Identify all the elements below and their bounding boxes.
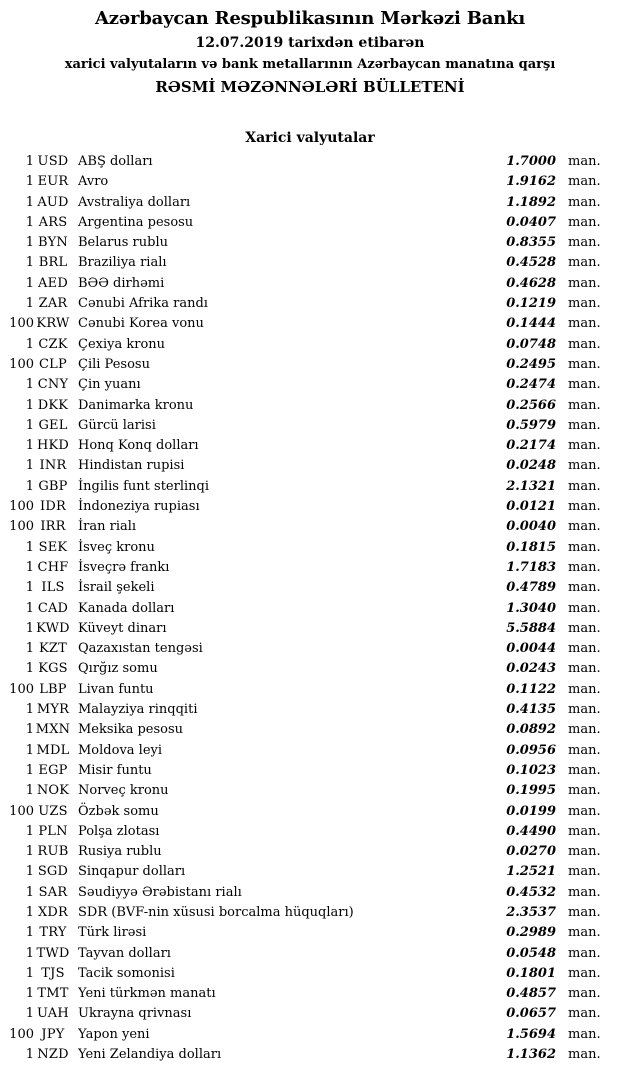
- rate-value: 0.1122: [506, 681, 556, 697]
- unit-label: man.: [568, 214, 601, 230]
- currency-code: BRL: [38, 255, 68, 271]
- currency-code: KZT: [38, 641, 67, 657]
- currency-quantity: 1: [25, 194, 34, 210]
- rate-value: 1.7000: [506, 154, 556, 169]
- currency-name: İsveç kronu: [78, 539, 155, 555]
- currency-name: Yeni Zelandiya dolları: [78, 1047, 222, 1063]
- currency-name: Tacik somonisi: [78, 965, 175, 981]
- rate-value: 0.0407: [506, 214, 556, 230]
- rate-value: 0.2566: [506, 397, 556, 413]
- unit-label: man.: [568, 478, 601, 494]
- unit-label: man.: [568, 904, 601, 920]
- unit-label: man.: [568, 194, 601, 210]
- currency-code: TRY: [39, 925, 67, 941]
- currency-quantity: 1: [25, 945, 34, 961]
- unit-label: man.: [568, 803, 601, 819]
- currency-name: Qırğız somu: [78, 661, 158, 677]
- currency-name: Avstraliya dolları: [78, 194, 191, 210]
- currency-name: Küveyt dinarı: [78, 620, 167, 636]
- currency-name: ABŞ dolları: [78, 154, 153, 169]
- rate-value: 0.0040: [506, 519, 556, 535]
- currency-quantity: 1: [25, 722, 34, 738]
- currency-code: ARS: [38, 214, 68, 230]
- currency-quantity: 1: [25, 255, 34, 271]
- currency-quantity: 1: [25, 458, 34, 474]
- currency-quantity: 1: [25, 702, 34, 718]
- exchange-rate-row: [0, 1004, 620, 1024]
- unit-label: man.: [568, 783, 601, 799]
- currency-code: SEK: [38, 539, 68, 555]
- unit-label: man.: [568, 925, 601, 941]
- currency-name: Belarus rublu: [78, 235, 168, 251]
- rate-value: 0.0199: [506, 803, 556, 819]
- unit-label: man.: [568, 681, 601, 697]
- exchange-rate-row: [0, 659, 620, 679]
- currency-quantity: 1: [25, 600, 34, 616]
- unit-label: man.: [568, 417, 601, 433]
- unit-label: man.: [568, 722, 601, 738]
- currency-code: USD: [37, 154, 69, 169]
- currency-quantity: 1: [25, 397, 34, 413]
- currency-quantity: 100: [9, 356, 34, 372]
- currency-code: PLN: [38, 823, 68, 839]
- exchange-rate-row: [0, 822, 620, 842]
- rate-value: 0.1815: [506, 539, 556, 555]
- exchange-rate-row: [0, 720, 620, 740]
- currency-name: Norveç kronu: [78, 783, 169, 799]
- exchange-rate-row: [0, 314, 620, 334]
- unit-label: man.: [568, 620, 601, 636]
- exchange-rate-row: [0, 436, 620, 456]
- currency-quantity: 100: [9, 499, 34, 515]
- exchange-rate-row: [0, 477, 620, 497]
- currency-name: Çexiya kronu: [78, 336, 166, 352]
- currency-quantity: 1: [25, 823, 34, 839]
- currency-name: Çin yuanı: [78, 377, 141, 393]
- currency-quantity: 100: [9, 316, 34, 332]
- currency-name: Argentina pesosu: [78, 214, 194, 230]
- rate-value: 0.8355: [506, 235, 556, 251]
- rate-value: 0.2495: [506, 356, 556, 372]
- currency-quantity: 1: [25, 783, 34, 799]
- currency-name: Qazaxıstan tengəsi: [78, 641, 203, 657]
- exchange-rate-row: [0, 619, 620, 639]
- rate-value: 0.0248: [506, 458, 556, 474]
- currency-code: TWD: [36, 945, 70, 961]
- currency-quantity: 1: [25, 296, 34, 312]
- rate-value: 1.7183: [506, 559, 556, 575]
- section-heading-foreign-currencies: Xarici valyutalar: [245, 130, 375, 146]
- currency-name: Səudiyyə Ərəbistanı rialı: [78, 884, 242, 900]
- rate-value: 0.0657: [506, 1006, 556, 1022]
- rate-value: 1.1362: [506, 1047, 556, 1063]
- exchange-rate-row: [0, 274, 620, 294]
- bulletin-title: RƏSMİ MƏZƏNNƏLƏRİ BÜLLETENİ: [155, 78, 465, 96]
- rate-value: 0.0748: [506, 336, 556, 352]
- rate-value: 1.9162: [506, 174, 556, 190]
- exchange-rate-row: [0, 639, 620, 659]
- exchange-rate-row: [0, 1045, 620, 1065]
- currency-name: Sinqapur dolları: [78, 864, 186, 880]
- exchange-rate-row: [0, 294, 620, 314]
- unit-label: man.: [568, 661, 601, 677]
- currency-name: İran rialı: [78, 519, 137, 535]
- bulletin-subtitle: xarici valyutaların və bank metallarının Azərbaycan manatına qarşı: [64, 57, 556, 72]
- currency-name: Gürcü larisi: [78, 417, 156, 433]
- currency-name: İndoneziya rupiası: [78, 499, 200, 515]
- currency-quantity: 1: [25, 336, 34, 352]
- currency-quantity: 1: [25, 620, 34, 636]
- unit-label: man.: [568, 742, 601, 758]
- currency-name: İsrail şekeli: [78, 580, 155, 596]
- unit-label: man.: [568, 397, 601, 413]
- exchange-rate-row: [0, 680, 620, 700]
- unit-label: man.: [568, 174, 601, 190]
- exchange-rate-row: [0, 375, 620, 395]
- currency-quantity: 1: [25, 438, 34, 454]
- currency-name: Misir funtu: [78, 762, 152, 778]
- exchange-rate-row: [0, 700, 620, 720]
- rate-value: 0.4789: [506, 580, 556, 596]
- currency-name: Avro: [78, 174, 109, 190]
- rate-value: 0.4857: [506, 986, 556, 1002]
- exchange-rate-row: [0, 558, 620, 578]
- rate-value: 5.5884: [506, 620, 556, 636]
- currency-code: KGS: [38, 661, 68, 677]
- currency-code: UAH: [37, 1006, 69, 1022]
- rate-value: 0.1801: [506, 965, 556, 981]
- currency-quantity: 1: [25, 965, 34, 981]
- rate-value: 2.3537: [506, 904, 556, 920]
- currency-name: Polşa zlotası: [78, 823, 160, 839]
- exchange-rate-row: [0, 233, 620, 253]
- unit-label: man.: [568, 275, 601, 291]
- currency-name: Yeni türkmən manatı: [78, 986, 216, 1002]
- unit-label: man.: [568, 519, 601, 535]
- rate-value: 0.0121: [506, 499, 556, 515]
- exchange-rate-row: [0, 923, 620, 943]
- currency-quantity: 100: [9, 681, 34, 697]
- currency-code: SGD: [37, 864, 69, 880]
- currency-code: UZS: [38, 803, 68, 819]
- currency-code: CNY: [37, 377, 69, 393]
- currency-quantity: 1: [25, 539, 34, 555]
- unit-label: man.: [568, 641, 601, 657]
- unit-label: man.: [568, 336, 601, 352]
- currency-name: Tayvan dolları: [78, 945, 171, 961]
- currency-code: ZAR: [38, 296, 68, 312]
- currency-quantity: 1: [25, 174, 34, 190]
- exchange-rate-row: [0, 335, 620, 355]
- currency-code: NOK: [36, 783, 70, 799]
- exchange-rate-row: [0, 152, 620, 172]
- exchange-rate-row: [0, 599, 620, 619]
- rate-value: 0.0956: [506, 742, 556, 758]
- currency-quantity: 1: [25, 864, 34, 880]
- currency-name: Kanada dolları: [78, 600, 175, 616]
- rate-value: 0.0044: [506, 641, 556, 657]
- rate-value: 0.4532: [506, 884, 556, 900]
- rate-value: 0.1444: [506, 316, 556, 332]
- unit-label: man.: [568, 986, 601, 1002]
- currency-name: Özbək somu: [78, 803, 159, 819]
- currency-quantity: 1: [25, 275, 34, 291]
- currency-code: IDR: [40, 499, 66, 515]
- currency-name: Honq Konq dolları: [78, 438, 199, 454]
- exchange-rate-row: [0, 213, 620, 233]
- currency-code: EGP: [38, 762, 68, 778]
- currency-code: MXN: [35, 722, 71, 738]
- currency-quantity: 100: [9, 803, 34, 819]
- exchange-rate-row: [0, 193, 620, 213]
- currency-quantity: 100: [9, 519, 34, 535]
- currency-code: HKD: [36, 438, 70, 454]
- currency-quantity: 1: [25, 986, 34, 1002]
- rate-value: 0.1995: [506, 783, 556, 799]
- rate-value: 0.0548: [506, 945, 556, 961]
- currency-code: ILS: [41, 580, 65, 596]
- currency-quantity: 1: [25, 214, 34, 230]
- currency-quantity: 1: [25, 580, 34, 596]
- currency-name: Hindistan rupisi: [78, 458, 185, 474]
- rate-value: 0.2989: [506, 925, 556, 941]
- exchange-rate-row: [0, 964, 620, 984]
- rate-value: 1.3040: [506, 600, 556, 616]
- currency-quantity: 100: [9, 1026, 34, 1042]
- currency-code: AUD: [37, 194, 69, 210]
- exchange-rate-row: [0, 1025, 620, 1045]
- currency-code: DKK: [37, 397, 69, 413]
- exchange-rate-row: [0, 416, 620, 436]
- exchange-rate-row: [0, 517, 620, 537]
- unit-label: man.: [568, 965, 601, 981]
- currency-code: MYR: [36, 702, 70, 718]
- currency-code: TMT: [37, 986, 69, 1002]
- unit-label: man.: [568, 377, 601, 393]
- exchange-rate-row: [0, 172, 620, 192]
- exchange-rate-row: [0, 802, 620, 822]
- currency-code: CZK: [38, 336, 68, 352]
- rate-value: 2.1321: [506, 478, 556, 494]
- currency-quantity: 1: [25, 925, 34, 941]
- unit-label: man.: [568, 316, 601, 332]
- currency-name: Türk lirəsi: [78, 925, 147, 941]
- currency-code: CAD: [37, 600, 69, 616]
- rate-value: 0.0270: [506, 844, 556, 860]
- currency-code: LBP: [39, 681, 67, 697]
- currency-code: CLP: [39, 356, 67, 372]
- currency-code: RUB: [37, 844, 69, 860]
- exchange-rate-row: [0, 944, 620, 964]
- rate-value: 0.0243: [506, 661, 556, 677]
- currency-code: XDR: [37, 904, 69, 920]
- currency-quantity: 1: [25, 884, 34, 900]
- currency-quantity: 1: [25, 742, 34, 758]
- bulletin-header: [0, 0, 620, 98]
- rate-value: 0.1219: [506, 296, 556, 312]
- currency-quantity: 1: [25, 154, 34, 169]
- currency-quantity: 1: [25, 235, 34, 251]
- rate-value: 0.1023: [506, 762, 556, 778]
- exchange-rates-table: [0, 152, 620, 1065]
- currency-name: SDR (BVF-nin xüsusi borcalma hüquqları): [78, 904, 354, 920]
- currency-code: NZD: [37, 1047, 69, 1063]
- exchange-rate-row: [0, 842, 620, 862]
- unit-label: man.: [568, 235, 601, 251]
- rate-value: 0.4628: [506, 275, 556, 291]
- currency-name: Cənubi Afrika randı: [78, 296, 208, 312]
- currency-name: Livan funtu: [78, 681, 154, 697]
- unit-label: man.: [568, 559, 601, 575]
- currency-quantity: 1: [25, 377, 34, 393]
- currency-name: Meksika pesosu: [78, 722, 184, 738]
- exchange-rate-row: [0, 355, 620, 375]
- bank-title: Azərbaycan Respublikasının Mərkəzi Bankı: [94, 8, 526, 29]
- unit-label: man.: [568, 864, 601, 880]
- currency-name: BƏƏ dirhəmi: [78, 275, 165, 291]
- currency-name: Moldova leyi: [78, 742, 163, 758]
- currency-quantity: 1: [25, 1006, 34, 1022]
- unit-label: man.: [568, 154, 601, 169]
- exchange-rate-row: [0, 781, 620, 801]
- unit-label: man.: [568, 499, 601, 515]
- currency-code: GBP: [38, 478, 68, 494]
- rate-value: 0.4135: [506, 702, 556, 718]
- currency-code: BYN: [38, 235, 68, 251]
- currency-name: Danimarka kronu: [78, 397, 194, 413]
- exchange-rate-row: [0, 538, 620, 558]
- unit-label: man.: [568, 600, 601, 616]
- currency-code: TJS: [41, 965, 65, 981]
- currency-quantity: 1: [25, 417, 34, 433]
- currency-code: KWD: [36, 620, 70, 636]
- exchange-rate-row: [0, 396, 620, 416]
- exchange-rate-row: [0, 761, 620, 781]
- currency-quantity: 1: [25, 661, 34, 677]
- unit-label: man.: [568, 884, 601, 900]
- unit-label: man.: [568, 1047, 601, 1063]
- currency-name: Ukrayna qrivnası: [78, 1006, 192, 1022]
- exchange-rate-row: [0, 862, 620, 882]
- unit-label: man.: [568, 1026, 601, 1042]
- rate-value: 0.5979: [506, 417, 556, 433]
- effective-date-line: 12.07.2019 tarixdən etibarən: [195, 35, 425, 51]
- unit-label: man.: [568, 945, 601, 961]
- exchange-rate-row: [0, 741, 620, 761]
- currency-quantity: 1: [25, 844, 34, 860]
- rate-value: 1.5694: [506, 1026, 556, 1042]
- unit-label: man.: [568, 762, 601, 778]
- currency-code: MDL: [36, 742, 70, 758]
- currency-name: Braziliya rialı: [78, 255, 167, 271]
- unit-label: man.: [568, 356, 601, 372]
- unit-label: man.: [568, 702, 601, 718]
- unit-label: man.: [568, 580, 601, 596]
- unit-label: man.: [568, 844, 601, 860]
- exchange-rate-row: [0, 883, 620, 903]
- currency-code: INR: [39, 458, 67, 474]
- currency-quantity: 1: [25, 762, 34, 778]
- exchange-rate-row: [0, 903, 620, 923]
- exchange-rate-row: [0, 984, 620, 1004]
- currency-name: Rusiya rublu: [78, 844, 162, 860]
- exchange-rate-row: [0, 578, 620, 598]
- rate-value: 0.2474: [506, 377, 556, 393]
- unit-label: man.: [568, 823, 601, 839]
- currency-code: IRR: [40, 519, 66, 535]
- rate-value: 1.2521: [506, 864, 556, 880]
- unit-label: man.: [568, 438, 601, 454]
- unit-label: man.: [568, 539, 601, 555]
- rate-value: 0.4490: [506, 823, 556, 839]
- currency-name: Malayziya rinqqiti: [78, 702, 198, 718]
- currency-name: Cənubi Korea vonu: [78, 316, 204, 332]
- unit-label: man.: [568, 255, 601, 271]
- rate-value: 0.0892: [506, 722, 556, 738]
- currency-name: İsveçrə frankı: [78, 559, 170, 575]
- rate-value: 1.1892: [506, 194, 556, 210]
- currency-quantity: 1: [25, 641, 34, 657]
- currency-code: EUR: [37, 174, 69, 190]
- unit-label: man.: [568, 296, 601, 312]
- currency-code: AED: [38, 275, 68, 291]
- unit-label: man.: [568, 458, 601, 474]
- exchange-rate-row: [0, 253, 620, 273]
- currency-code: JPY: [41, 1026, 65, 1042]
- currency-name: Yapon yeni: [78, 1026, 150, 1042]
- currency-code: KRW: [36, 316, 70, 332]
- currency-quantity: 1: [25, 478, 34, 494]
- currency-name: Çili Pesosu: [78, 356, 150, 372]
- exchange-rate-row: [0, 456, 620, 476]
- currency-code: CHF: [37, 559, 69, 575]
- currency-quantity: 1: [25, 904, 34, 920]
- rate-value: 0.2174: [506, 438, 556, 454]
- currency-name: İngilis funt sterlinqi: [78, 478, 209, 494]
- unit-label: man.: [568, 1006, 601, 1022]
- currency-code: GEL: [38, 417, 68, 433]
- exchange-rate-row: [0, 497, 620, 517]
- currency-code: SAR: [38, 884, 68, 900]
- rate-value: 0.4528: [506, 255, 556, 271]
- currency-quantity: 1: [25, 559, 34, 575]
- currency-quantity: 1: [25, 1047, 34, 1063]
